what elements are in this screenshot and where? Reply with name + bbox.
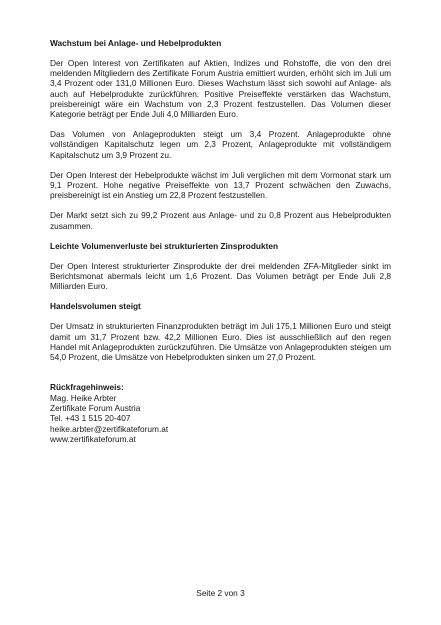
page-number: Seite 2 von 3 — [196, 588, 245, 598]
paragraph: Der Markt setzt sich zu 99,2 Prozent aus Anlage- und zu 0,8 Prozent aus Hebelprodukten zusammen. — [50, 210, 391, 231]
paragraph: Das Volumen von Anlageprodukten steigt um 3,4 Prozent. Anlageprodukte ohne vollständigen Kapitalschutz legen um 2,3 Prozent, Anlageprodukte mit vollständigem Kapitalschutz um 3,9 Prozent zu. — [50, 129, 391, 160]
section-heading-interest-products: Leichte Volumenverluste bei strukturierten Zinsprodukten — [50, 240, 279, 251]
section-heading-growth: Wachstum bei Anlage- und Hebelprodukten — [50, 38, 222, 48]
section-heading-trading-volume: Handelsvolumen steigt — [50, 301, 141, 312]
contact-email[interactable]: heike.arbter@zertifikateforum.at — [50, 423, 169, 434]
paragraph: Der Open Interest von Zertifikaten auf Aktien, Indizes und Rohstoffe, die von den drei meldenden Mitgliedern des Zertifikate Forum Austria emittiert wurden, erhöht sich im Juli um 3,4 Prozent oder 131,0 Millionen Euro. Dieses Wachstum lässt sich sowohl auf Anlage- als auch auf Hebelprodukte zurückführen. Positive Preiseffekte verstärken das Wachstum, preisbereinigt wäre ein Wachstum von 2,3 Prozent festzustellen. Das Volumen dieser Kategorie beträgt per Ende Juli 4,0 Milliarden Euro. — [50, 58, 391, 120]
contact-phone: Tel. +43 1 515 20-407 — [50, 413, 131, 424]
paragraph: Der Open Interest strukturierter Zinsprodukte der drei meldenden ZFA-Mitglieder sinkt im Berichtsmonat abermals leicht um 1,6 Prozent. Das Volumen beträgt per Ende Juli 2,8 Milliarden Euro. — [50, 260, 391, 292]
paragraph: Der Umsatz in strukturierten Finanzprodukten beträgt im Juli 175,1 Millionen Euro und steigt damit um 31,7 Prozent bzw. 42,2 Millionen Euro. Dies ist ausschließlich auf den regen Handel mit Anlageprodukten zurückzuführen. Die Umsätze von Anlageprodukten steigen um 54,0 Prozent, die Umsätze von Hebelprodukten sinken um 27,0 Prozent. — [50, 321, 391, 363]
contact-name: Mag. Heike Arbter — [50, 392, 117, 403]
contact-heading: Rückfragehinweis: — [50, 382, 124, 393]
contact-website[interactable]: www.zertifikateforum.at — [50, 434, 136, 445]
contact-organization: Zertifikate Forum Austria — [50, 403, 141, 414]
paragraph: Der Open Interest der Hebelprodukte wächst im Juli verglichen mit dem Vormonat stark um 9,1 Prozent. Hohe negative Preiseffekte von 13,7 Prozent schwächen den Zuwachs, preisbereinigt ist ein Anstieg um 22,8 Prozent festzustellen. — [50, 169, 391, 201]
contact-block — [50, 382, 391, 444]
document-body — [50, 38, 391, 445]
